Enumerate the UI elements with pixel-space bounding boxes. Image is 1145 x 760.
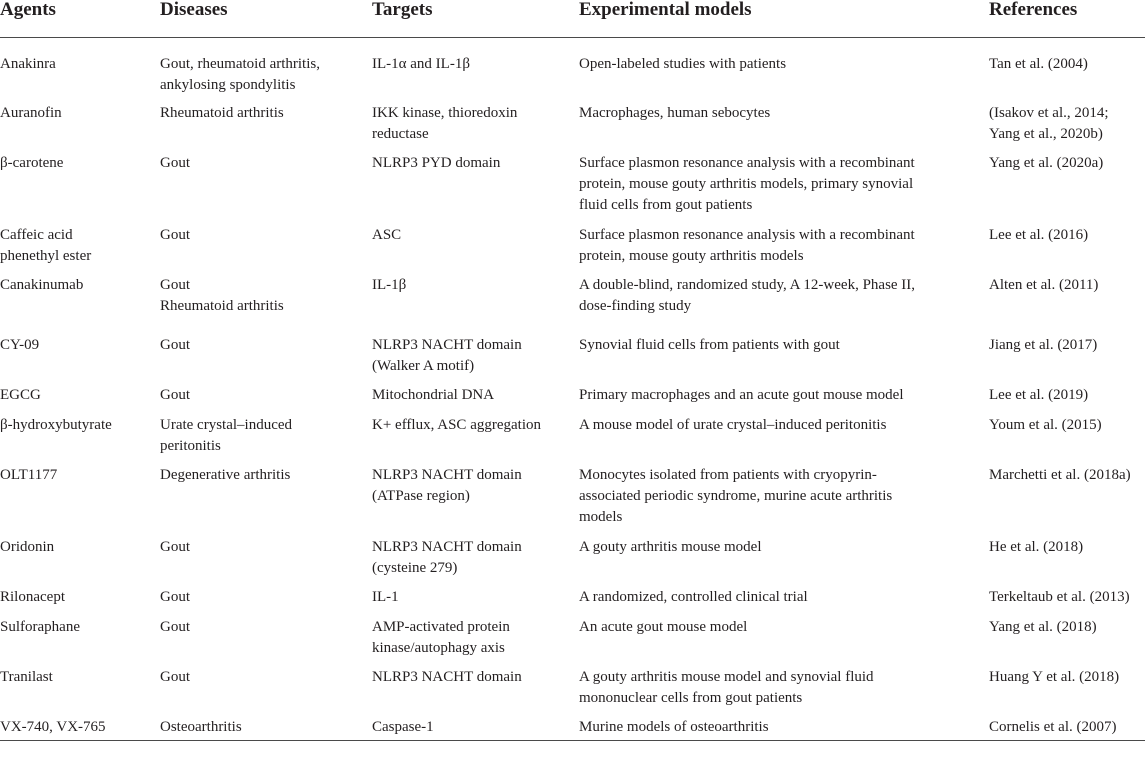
cell-agent-line: phenethyl ester bbox=[0, 247, 92, 264]
cell-target-line: IL-1α and IL-1β bbox=[372, 56, 470, 72]
cell-target-line: NLRP3 NACHT domain bbox=[372, 466, 522, 483]
cell-target-line: kinase/autophagy axis bbox=[372, 639, 505, 656]
cell-model bbox=[579, 219, 989, 269]
cell-disease bbox=[160, 147, 372, 219]
cell-model-line: Primary macrophages and an acute gout mouse model bbox=[579, 386, 904, 403]
cell-model bbox=[579, 38, 989, 97]
cell-target-line: Mitochondrial DNA bbox=[372, 386, 495, 403]
cell-reference-line: Jiang et al. (2017) bbox=[989, 336, 1098, 353]
cell-target bbox=[372, 581, 579, 611]
header-targets: Targets bbox=[372, 0, 579, 38]
cell-agent bbox=[0, 379, 160, 409]
cell-target-line: NLRP3 NACHT domain bbox=[372, 668, 522, 685]
cell-target bbox=[372, 531, 579, 581]
cell-target bbox=[372, 269, 579, 329]
cell-target-line: K+ efflux, ASC aggregation bbox=[372, 416, 541, 433]
cell-agent bbox=[0, 38, 160, 97]
table-row bbox=[0, 581, 1145, 611]
cell-target-line: NLRP3 NACHT domain bbox=[372, 538, 522, 555]
cell-reference-line: Alten et al. (2011) bbox=[989, 276, 1099, 293]
cell-disease-line: Urate crystal–induced bbox=[160, 416, 293, 433]
cell-reference bbox=[989, 711, 1145, 741]
cell-reference bbox=[989, 147, 1145, 219]
cell-model-line: A gouty arthritis mouse model bbox=[579, 538, 762, 555]
cell-model-line: A gouty arthritis mouse model and synovial fluid bbox=[579, 668, 874, 685]
cell-reference bbox=[989, 531, 1145, 581]
cell-reference-line: (Isakov et al., 2014; bbox=[989, 104, 1109, 121]
cell-agent bbox=[0, 661, 160, 711]
cell-agent-line: Rilonacept bbox=[0, 588, 65, 605]
cell-reference-line: Lee et al. (2019) bbox=[989, 386, 1089, 403]
cell-disease bbox=[160, 219, 372, 269]
cell-reference-line: He et al. (2018) bbox=[989, 538, 1084, 555]
cell-target-line: reductase bbox=[372, 125, 429, 142]
cell-disease-line: Gout bbox=[160, 538, 190, 555]
cell-reference bbox=[989, 611, 1145, 661]
cell-target-line: Caspase-1 bbox=[372, 718, 434, 735]
cell-reference-line: Lee et al. (2016) bbox=[989, 226, 1089, 243]
cell-disease-line: Degenerative arthritis bbox=[160, 466, 291, 483]
table-row bbox=[0, 379, 1145, 409]
cell-model-line: protein, mouse gouty arthritis models bbox=[579, 247, 804, 264]
cell-agent-line: Auranofin bbox=[0, 104, 62, 121]
cell-target bbox=[372, 147, 579, 219]
cell-reference bbox=[989, 38, 1145, 97]
cell-disease bbox=[160, 379, 372, 409]
header-references: References bbox=[989, 0, 1145, 38]
table-row bbox=[0, 711, 1145, 741]
cell-agent-line: EGCG bbox=[0, 386, 41, 403]
cell-target-line: (ATPase region) bbox=[372, 487, 470, 504]
cell-disease bbox=[160, 581, 372, 611]
cell-model-line: Murine models of osteoarthritis bbox=[579, 718, 769, 735]
cell-model-line: A mouse model of urate crystal–induced peritonitis bbox=[579, 416, 887, 433]
table-row bbox=[0, 219, 1145, 269]
cell-disease bbox=[160, 38, 372, 97]
cell-reference-line: Tan et al. (2004) bbox=[989, 56, 1088, 72]
cell-model-line: Monocytes isolated from patients with cryopyrin- bbox=[579, 466, 877, 483]
cell-disease bbox=[160, 409, 372, 459]
cell-disease bbox=[160, 531, 372, 581]
cell-target bbox=[372, 38, 579, 97]
table-row bbox=[0, 329, 1145, 379]
table-row bbox=[0, 611, 1145, 661]
cell-reference bbox=[989, 329, 1145, 379]
cell-model-line: Surface plasmon resonance analysis with a recombinant bbox=[579, 154, 915, 171]
cell-reference-line: Yang et al., 2020b) bbox=[989, 125, 1103, 142]
cell-disease-line: Gout bbox=[160, 618, 190, 635]
table-row bbox=[0, 147, 1145, 219]
cell-agent-line: Tranilast bbox=[0, 668, 53, 685]
cell-model-line: A randomized, controlled clinical trial bbox=[579, 588, 808, 605]
cell-agent bbox=[0, 97, 160, 147]
cell-reference bbox=[989, 409, 1145, 459]
cell-model-line: Macrophages, human sebocytes bbox=[579, 104, 771, 121]
cell-disease-line: Osteoarthritis bbox=[160, 718, 242, 735]
table-row bbox=[0, 38, 1145, 97]
cell-model bbox=[579, 409, 989, 459]
cell-target bbox=[372, 329, 579, 379]
table-header bbox=[0, 0, 1145, 38]
cell-agent bbox=[0, 329, 160, 379]
cell-disease-line: Rheumatoid arthritis bbox=[160, 104, 284, 121]
cell-model bbox=[579, 379, 989, 409]
cell-reference bbox=[989, 219, 1145, 269]
cell-model-line: Open-labeled studies with patients bbox=[579, 56, 787, 72]
cell-disease-line: Gout bbox=[160, 588, 190, 605]
cell-model-line: models bbox=[579, 509, 623, 526]
cell-target-line: NLRP3 NACHT domain bbox=[372, 336, 522, 353]
cell-reference bbox=[989, 97, 1145, 147]
cell-agent bbox=[0, 409, 160, 459]
cell-disease bbox=[160, 611, 372, 661]
cell-agent bbox=[0, 269, 160, 329]
cell-model-line: associated periodic syndrome, murine acute arthritis bbox=[579, 487, 893, 504]
table-row bbox=[0, 269, 1145, 329]
cell-disease-line: ankylosing spondylitis bbox=[160, 77, 296, 94]
cell-target bbox=[372, 611, 579, 661]
cell-agent-line: Oridonin bbox=[0, 538, 55, 555]
cell-model-line: Synovial fluid cells from patients with gout bbox=[579, 336, 840, 353]
cell-agent-line: Anakinra bbox=[0, 56, 56, 72]
cell-reference-line: Cornelis et al. (2007) bbox=[989, 718, 1117, 735]
cell-target bbox=[372, 97, 579, 147]
cell-agent-line: CY-09 bbox=[0, 336, 40, 353]
cell-reference bbox=[989, 581, 1145, 611]
cell-reference bbox=[989, 459, 1145, 531]
table-body bbox=[0, 38, 1145, 741]
cell-target bbox=[372, 409, 579, 459]
cell-agent-line: Sulforaphane bbox=[0, 618, 80, 635]
cell-model-line: protein, mouse gouty arthritis models, primary synovial bbox=[579, 175, 914, 192]
header-agents: Agents bbox=[0, 0, 160, 38]
cell-model bbox=[579, 459, 989, 531]
cell-model bbox=[579, 581, 989, 611]
cell-agent-line: OLT1177 bbox=[0, 466, 58, 483]
cell-model bbox=[579, 661, 989, 711]
cell-model bbox=[579, 269, 989, 329]
cell-agent bbox=[0, 147, 160, 219]
cell-agent bbox=[0, 611, 160, 661]
cell-agent-line: β-carotene bbox=[0, 154, 64, 171]
cell-agent bbox=[0, 531, 160, 581]
cell-target-line: IL-1 bbox=[372, 588, 399, 605]
cell-target bbox=[372, 219, 579, 269]
cell-disease bbox=[160, 459, 372, 531]
cell-model-line: An acute gout mouse model bbox=[579, 618, 748, 635]
cell-disease bbox=[160, 661, 372, 711]
cell-agent bbox=[0, 459, 160, 531]
cell-model bbox=[579, 611, 989, 661]
table-row bbox=[0, 409, 1145, 459]
cell-model bbox=[579, 97, 989, 147]
cell-target-line: IL-1β bbox=[372, 276, 407, 293]
cell-reference-line: Huang Y et al. (2018) bbox=[989, 668, 1120, 685]
cell-model-line: fluid cells from gout patients bbox=[579, 197, 753, 214]
cell-reference-line: Youm et al. (2015) bbox=[989, 416, 1102, 433]
cell-target-line: AMP-activated protein bbox=[372, 618, 510, 635]
cell-disease bbox=[160, 269, 372, 329]
cell-target bbox=[372, 661, 579, 711]
table-row bbox=[0, 97, 1145, 147]
cell-target-line: (Walker A motif) bbox=[372, 357, 475, 374]
cell-reference-line: Terkeltaub et al. (2013) bbox=[989, 588, 1130, 605]
cell-disease-line: Gout bbox=[160, 386, 190, 403]
table-row bbox=[0, 661, 1145, 711]
cell-model bbox=[579, 147, 989, 219]
cell-reference bbox=[989, 269, 1145, 329]
cell-agent-line: Caffeic acid bbox=[0, 226, 73, 243]
cell-disease-line: Gout bbox=[160, 226, 190, 243]
cell-agent bbox=[0, 219, 160, 269]
cell-model bbox=[579, 531, 989, 581]
cell-model-line: mononuclear cells from gout patients bbox=[579, 689, 803, 706]
cell-model-line: dose-finding study bbox=[579, 297, 692, 314]
cell-reference-line: Marchetti et al. (2018a) bbox=[989, 466, 1131, 483]
cell-disease-line: Gout bbox=[160, 154, 190, 171]
cell-agent bbox=[0, 581, 160, 611]
cell-model bbox=[579, 711, 989, 741]
cell-reference bbox=[989, 379, 1145, 409]
cell-model bbox=[579, 329, 989, 379]
cell-target-line: IKK kinase, thioredoxin bbox=[372, 104, 518, 121]
cell-model-line: Surface plasmon resonance analysis with a recombinant bbox=[579, 226, 915, 243]
cell-reference-line: Yang et al. (2018) bbox=[989, 618, 1097, 635]
cell-reference-line: Yang et al. (2020a) bbox=[989, 154, 1104, 171]
cell-target bbox=[372, 711, 579, 741]
cell-disease bbox=[160, 97, 372, 147]
cell-disease bbox=[160, 711, 372, 741]
cell-target-line: ASC bbox=[372, 226, 402, 243]
cell-disease bbox=[160, 329, 372, 379]
table-row bbox=[0, 459, 1145, 531]
header-row bbox=[0, 0, 1145, 38]
cell-target bbox=[372, 459, 579, 531]
table-row bbox=[0, 531, 1145, 581]
cell-target-line: NLRP3 PYD domain bbox=[372, 154, 501, 171]
cell-agent-line: Canakinumab bbox=[0, 276, 84, 293]
cell-agent-line: VX-740, VX-765 bbox=[0, 718, 106, 735]
cell-agent bbox=[0, 711, 160, 741]
cell-disease-line: Gout bbox=[160, 668, 190, 685]
cell-target bbox=[372, 379, 579, 409]
cell-disease-line: Gout bbox=[160, 276, 190, 293]
cell-disease-line: Gout bbox=[160, 336, 190, 353]
cell-disease-line: Rheumatoid arthritis bbox=[160, 297, 284, 314]
cell-agent-line: β-hydroxybutyrate bbox=[0, 416, 112, 433]
cell-model-line: A double-blind, randomized study, A 12-week, Phase II, bbox=[579, 276, 916, 293]
cell-disease-line: peritonitis bbox=[160, 437, 221, 454]
header-experimental-models: Experimental models bbox=[579, 0, 989, 38]
header-diseases: Diseases bbox=[160, 0, 372, 38]
cell-target-line: (cysteine 279) bbox=[372, 559, 458, 576]
cell-disease-line: Gout, rheumatoid arthritis, bbox=[160, 56, 320, 72]
cell-reference bbox=[989, 661, 1145, 711]
